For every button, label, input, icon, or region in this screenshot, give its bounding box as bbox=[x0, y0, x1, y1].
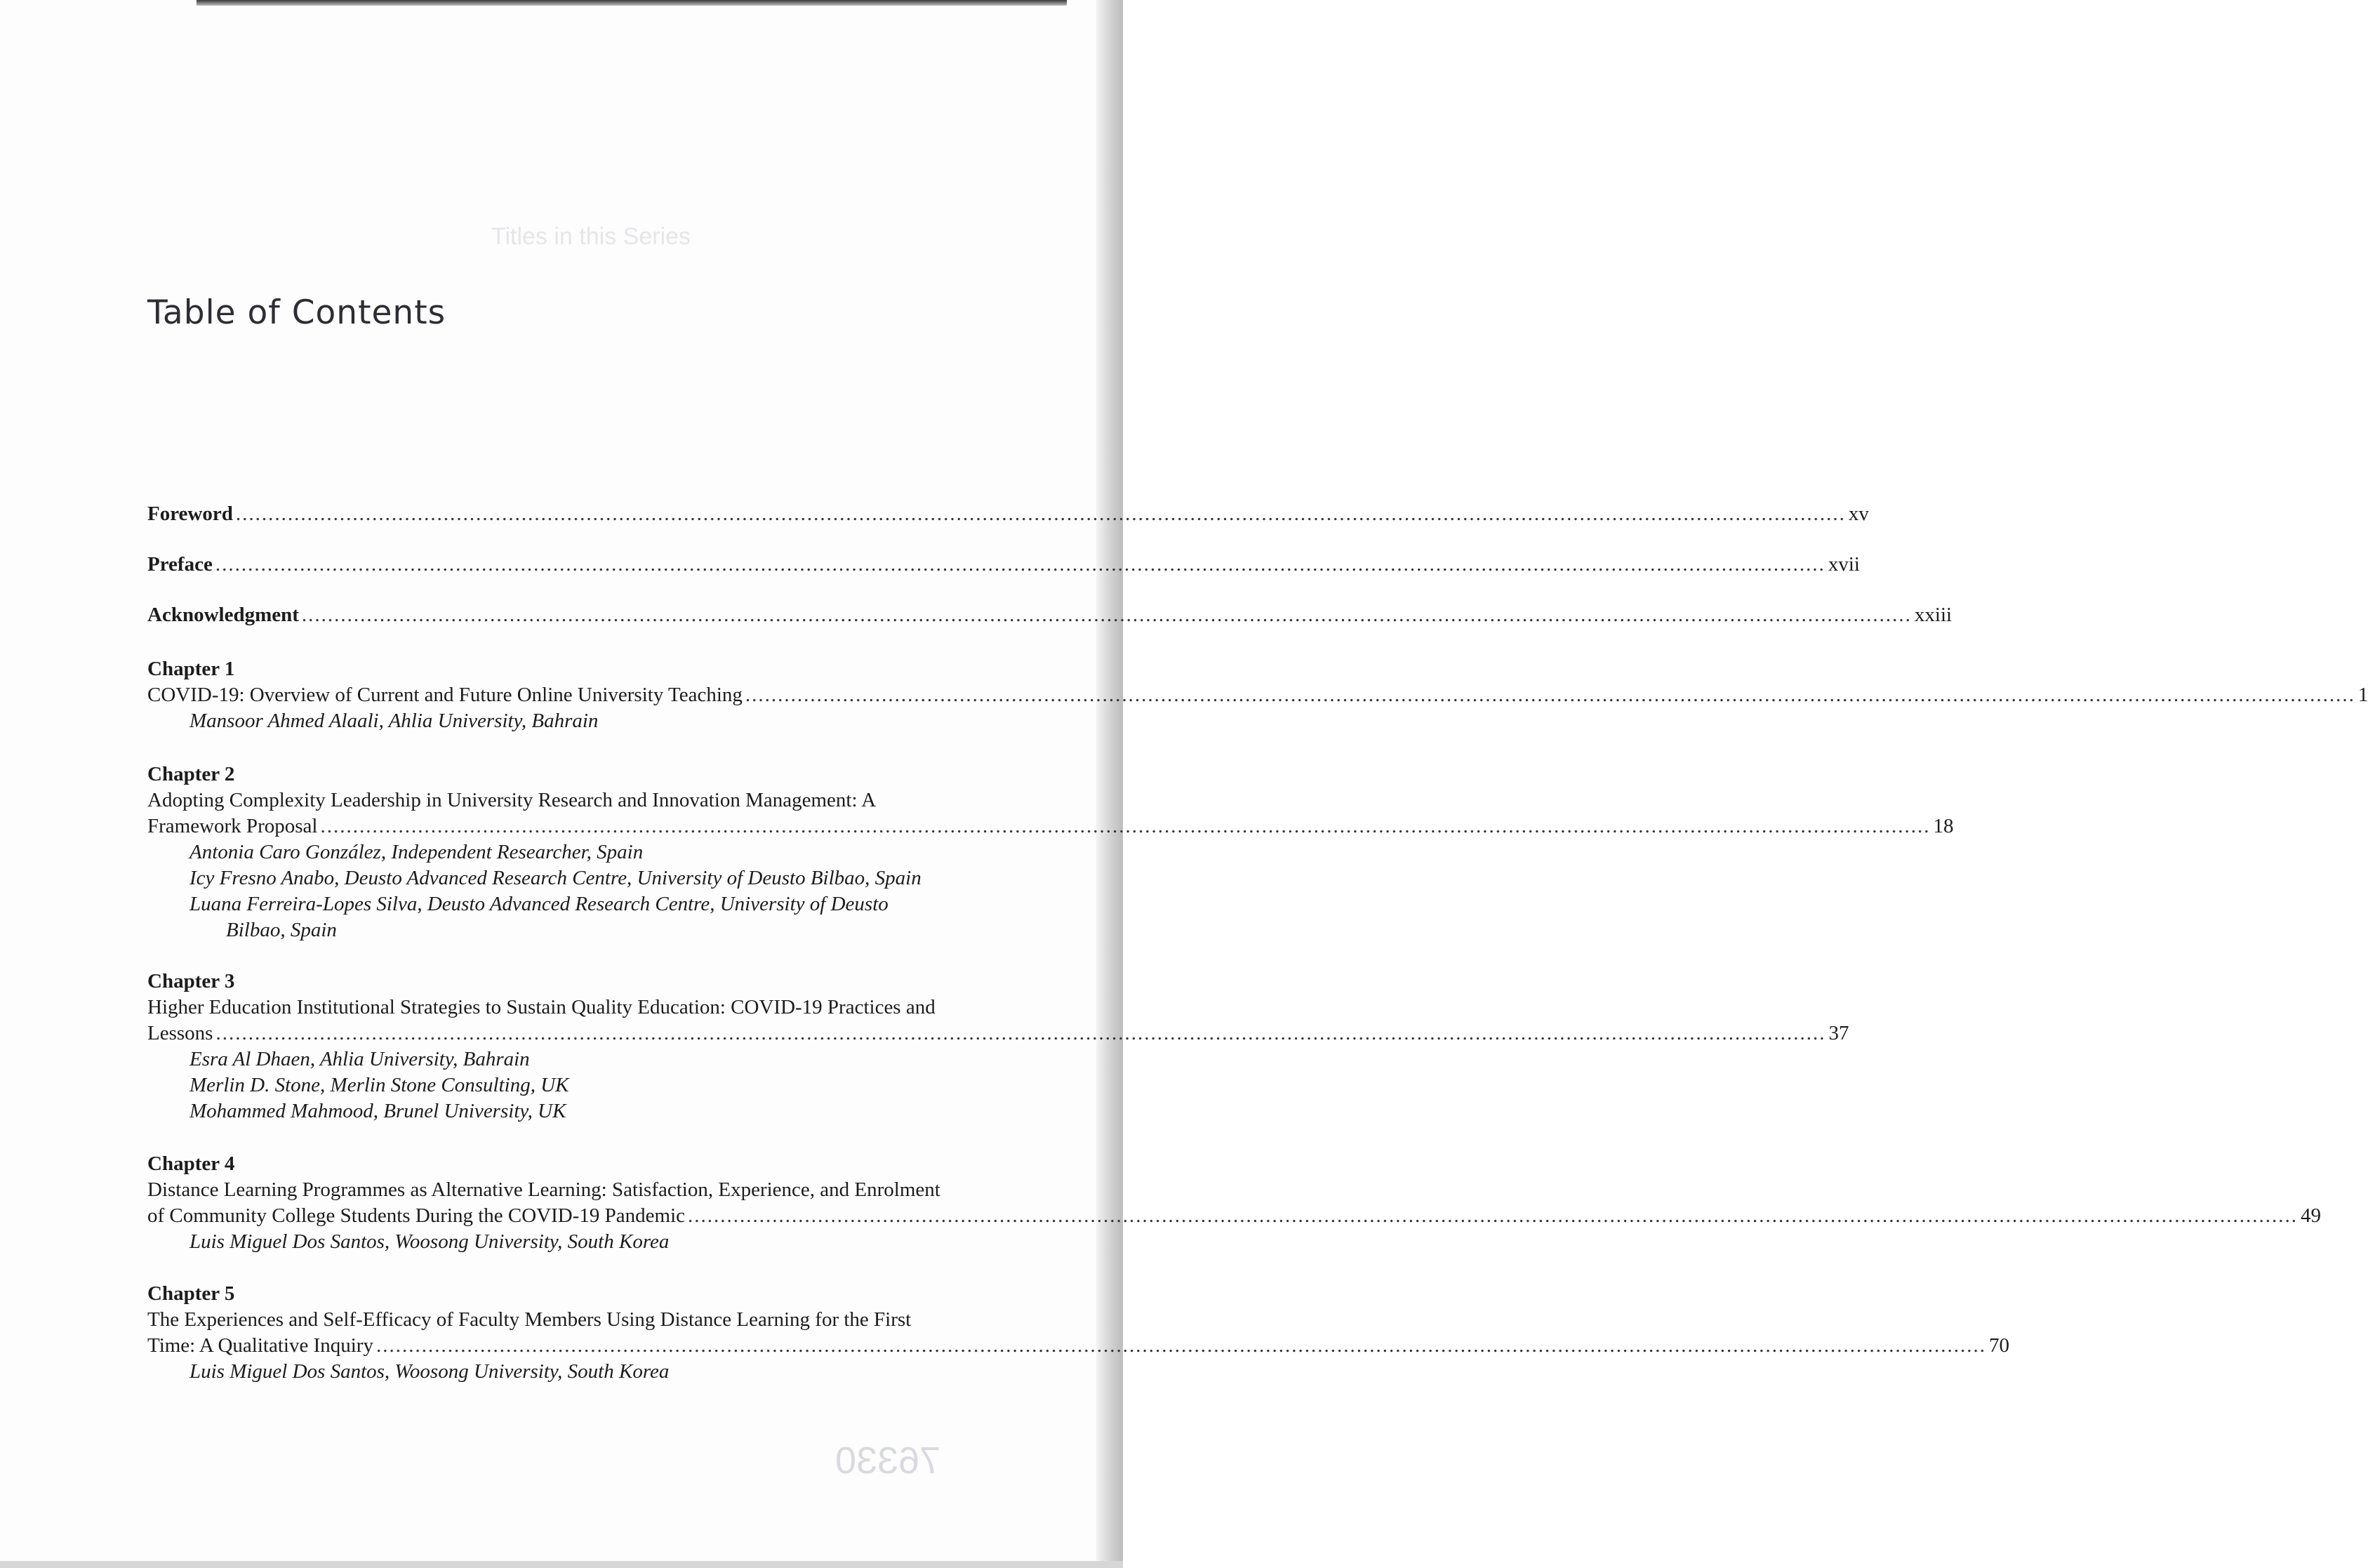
toc-entry-preface[interactable] bbox=[147, 552, 1860, 578]
chapter-author: Icy Fresno Anabo, Deusto Advanced Research Centre, University of Deusto Bilbao, Spain bbox=[189, 867, 922, 889]
chapter-label: Chapter 4 bbox=[147, 1152, 235, 1175]
chapter-author: Merlin D. Stone, Merlin Stone Consulting, UK bbox=[189, 1074, 569, 1096]
chapter-title: The Experiences and Self-Efficacy of Faculty Members Using Distance Learning for the First bbox=[147, 1308, 912, 1331]
toc-entry-foreword[interactable] bbox=[147, 501, 1869, 527]
chapter-author: Antonia Caro González, Independent Researcher, Spain bbox=[189, 841, 644, 863]
toc-chapter-4[interactable] bbox=[147, 1151, 2322, 1255]
chapter-title-line bbox=[147, 1333, 2009, 1359]
scan-bottom-edge bbox=[0, 1561, 1123, 1568]
chapter-title-line bbox=[147, 1203, 2322, 1229]
chapter-page: 1 bbox=[2357, 684, 2368, 706]
dot-leader: ........................................................................................................................................................................................................................................................ bbox=[215, 1022, 1826, 1044]
entry-page: xv bbox=[1848, 503, 1869, 525]
chapter-title-cont: of Community College Students During the COVID-19 Pandemic bbox=[147, 1204, 686, 1227]
toc-chapter-3[interactable] bbox=[147, 969, 1849, 1124]
chapter-title: Higher Education Institutional Strategies to Sustain Quality Education: COVID-19 Practices and bbox=[147, 996, 936, 1018]
chapter-label: Chapter 2 bbox=[147, 763, 235, 785]
chapter-title: COVID-19: Overview of Current and Future Online University Teaching bbox=[147, 684, 743, 706]
chapter-page: 37 bbox=[1828, 1022, 1849, 1044]
toc-entry-acknowledgment[interactable] bbox=[147, 602, 1953, 628]
chapter-page: 18 bbox=[1933, 815, 1954, 837]
entry-title: Acknowledgment bbox=[147, 604, 299, 626]
toc-chapter-2[interactable] bbox=[147, 762, 1954, 943]
scan-top-shadow bbox=[197, 0, 1067, 6]
bleed-through-text: Titles in this Series bbox=[491, 223, 691, 250]
dot-leader: ........................................................................................................................................................................................................................................................ bbox=[215, 553, 1825, 576]
chapter-author: Luis Miguel Dos Santos, Woosong University, South Korea bbox=[189, 1360, 670, 1383]
chapter-title-cont: Framework Proposal bbox=[147, 815, 318, 837]
chapter-label: Chapter 1 bbox=[147, 658, 235, 680]
chapter-author: Esra Al Dhaen, Ahlia University, Bahrain bbox=[189, 1048, 530, 1070]
chapter-author: Mansoor Ahmed Alaali, Ahlia University, Bahrain bbox=[189, 710, 599, 732]
chapter-title-line bbox=[147, 682, 2368, 708]
entry-title: Preface bbox=[147, 553, 213, 576]
chapter-title: Distance Learning Programmes as Alternative Learning: Satisfaction, Experience, and Enrolment bbox=[147, 1178, 940, 1201]
page-title: Table of Contents bbox=[147, 293, 446, 332]
dot-leader: ........................................................................................................................................................................................................................................................ bbox=[301, 604, 1912, 626]
chapter-title-cont: Time: A Qualitative Inquiry bbox=[147, 1334, 373, 1357]
chapter-title-cont: Lessons bbox=[147, 1022, 213, 1044]
chapter-page: 49 bbox=[2301, 1204, 2322, 1227]
chapter-author-cont: Bilbao, Spain bbox=[226, 919, 337, 941]
dot-leader: ........................................................................................................................................................................................................................................................ bbox=[688, 1204, 2299, 1227]
dot-leader: ........................................................................................................................................................................................................................................................ bbox=[320, 815, 1931, 837]
chapter-title-line bbox=[147, 1021, 1849, 1047]
chapter-author: Luana Ferreira-Lopes Silva, Deusto Advanced Research Centre, University of Deusto bbox=[189, 893, 889, 915]
chapter-title-line bbox=[147, 813, 1954, 839]
toc-chapter-1[interactable] bbox=[147, 656, 2368, 734]
chapter-label: Chapter 5 bbox=[147, 1282, 235, 1305]
library-stamp-number: 76330 bbox=[835, 1440, 941, 1482]
dot-leader: ........................................................................................................................................................................................................................................................ bbox=[235, 503, 1846, 525]
dot-leader: ........................................................................................................................................................................................................................................................ bbox=[375, 1334, 1986, 1357]
entry-page: xvii bbox=[1828, 553, 1860, 576]
chapter-label: Chapter 3 bbox=[147, 970, 235, 992]
chapter-author: Mohammed Mahmood, Brunel University, UK bbox=[189, 1100, 566, 1122]
chapter-page: 70 bbox=[1988, 1334, 2009, 1357]
dot-leader: ........................................................................................................................................................................................................................................................ bbox=[745, 684, 2355, 706]
entry-title: Foreword bbox=[147, 503, 233, 525]
entry-page: xxiii bbox=[1914, 604, 1953, 626]
chapter-title: Adopting Complexity Leadership in University Research and Innovation Management: A bbox=[147, 789, 877, 811]
chapter-author: Luis Miguel Dos Santos, Woosong University, South Korea bbox=[189, 1230, 670, 1253]
toc-chapter-5[interactable] bbox=[147, 1281, 2009, 1385]
